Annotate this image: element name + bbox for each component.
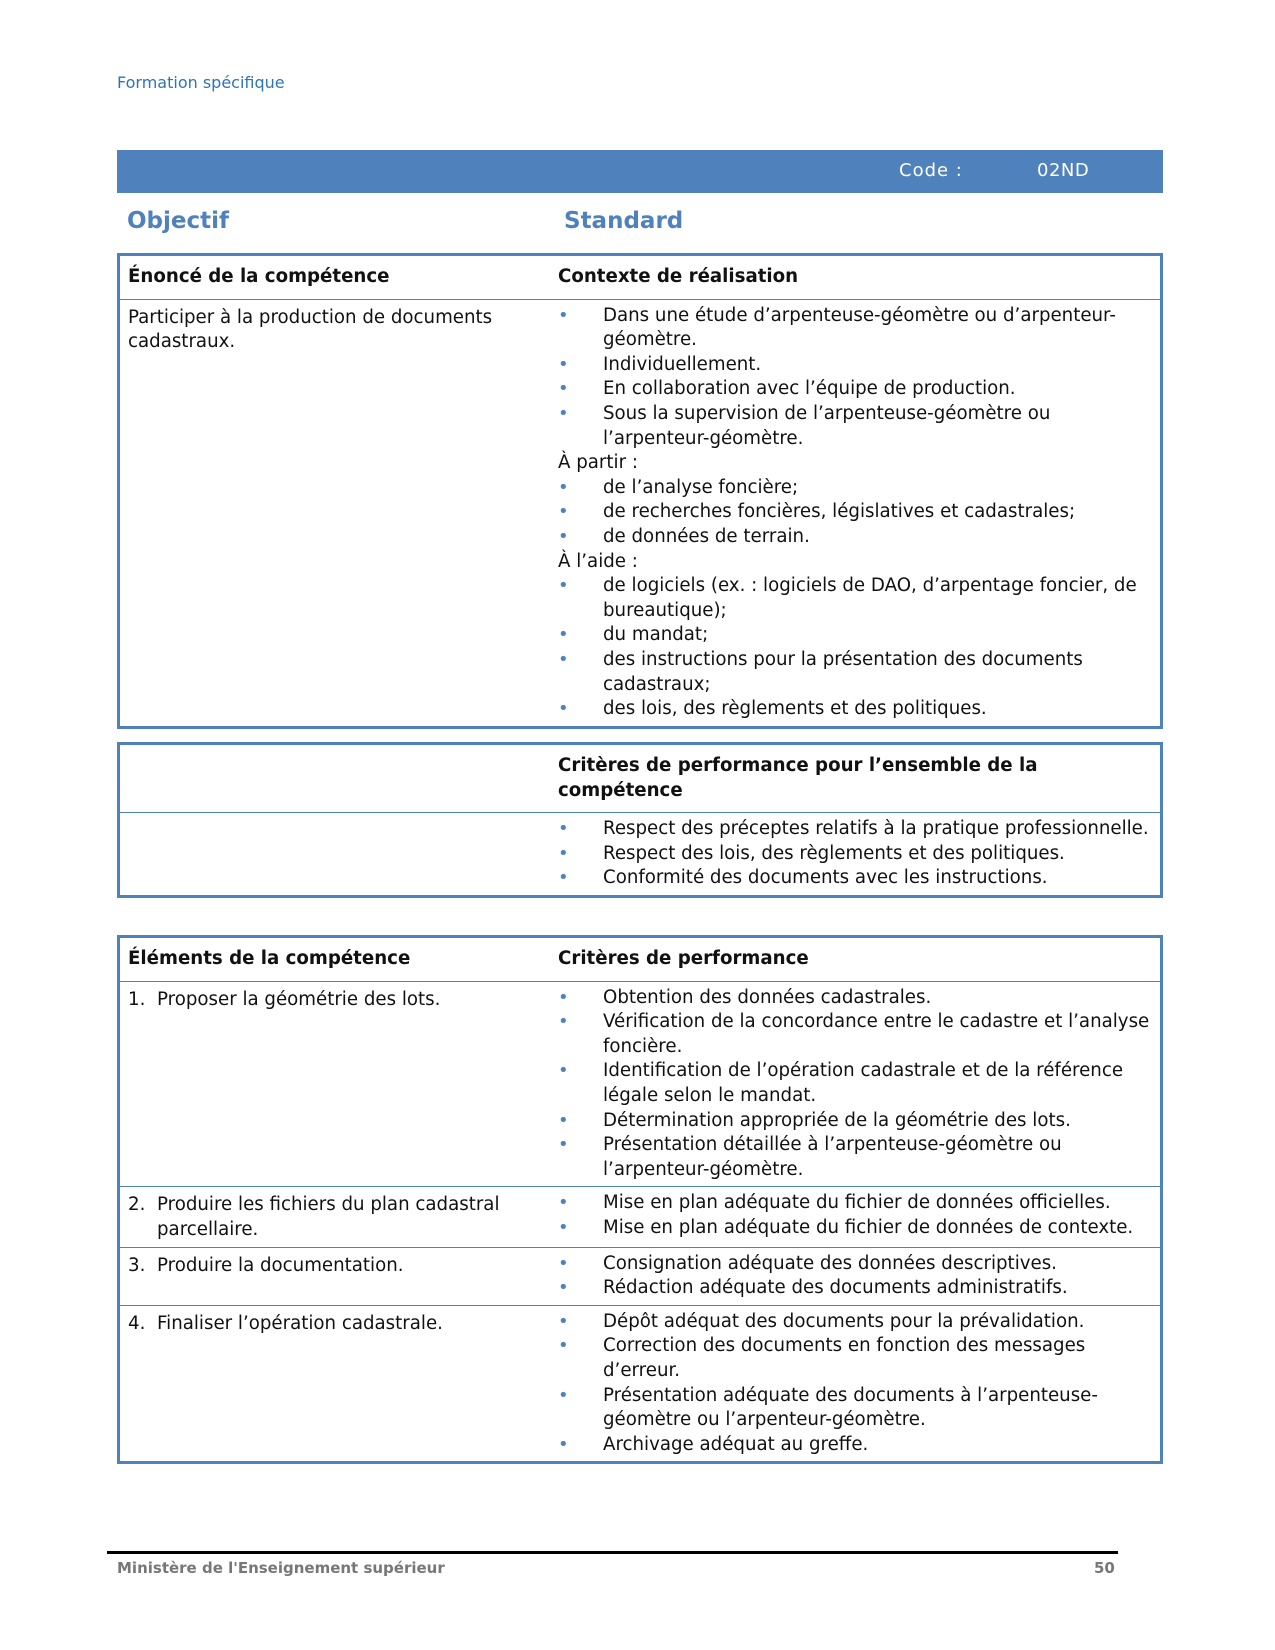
criteria-cell <box>549 1187 1160 1246</box>
contexte-list <box>558 304 1152 452</box>
list-item: • Détermination appropriée de la géométrie des lots. <box>558 1109 1152 1134</box>
competence-context-table <box>117 253 1163 729</box>
code-value: 02ND <box>1037 160 1090 181</box>
element-cell <box>120 982 549 1187</box>
criteria-cell <box>549 1306 1160 1462</box>
list-item: • Vérification de la concordance entre le cadastre et l’analyse foncière. <box>558 1010 1152 1059</box>
objectif-title: Objectif <box>127 208 230 234</box>
overall-criteria-header: Critères de performance pour l’ensemble de la compétence <box>558 755 1038 801</box>
running-header: Formation spécifique <box>117 73 285 92</box>
empty-header-cell <box>120 745 549 812</box>
criteria-list <box>558 1310 1152 1458</box>
a-partir-label: À partir : <box>558 452 638 474</box>
list-item: • Correction des documents en fonction des messages d’erreur. <box>558 1334 1152 1383</box>
footer-publisher: Ministère de l'Enseignement supérieur <box>117 1559 445 1577</box>
list-item: • Archivage adéquat au greffe. <box>558 1433 1152 1458</box>
contexte-header: Contexte de réalisation <box>558 266 799 287</box>
list-item: • Dans une étude d’arpenteuse-géomètre ou d’arpenteur-géomètre. <box>558 304 1152 353</box>
list-item: • Consignation adéquate des données descriptives. <box>558 1252 1152 1277</box>
page-number: 50 <box>1094 1559 1115 1577</box>
criteria-list <box>558 986 1152 1183</box>
list-item: • Respect des lois, des règlements et des politiques. <box>558 842 1152 867</box>
element-text: Produire les fichiers du plan cadastral parcellaire. <box>157 1194 500 1240</box>
criteria-list <box>558 1191 1152 1240</box>
list-item: • du mandat; <box>558 623 1152 648</box>
criteria-list <box>558 1252 1152 1301</box>
list-item: • de logiciels (ex. : logiciels de DAO, d’arpentage foncier, de bureautique); <box>558 574 1152 623</box>
table-header-row <box>120 745 1160 812</box>
element-text: Proposer la géométrie des lots. <box>157 988 441 1010</box>
element-number: 3. <box>128 1254 146 1276</box>
overall-criteria-content <box>549 813 1160 895</box>
element-number: 1. <box>128 988 146 1010</box>
list-item: • Individuellement. <box>558 353 1152 378</box>
list-item: • En collaboration avec l’équipe de production. <box>558 377 1152 402</box>
list-item: • Dépôt adéquat des documents pour la prévalidation. <box>558 1310 1152 1335</box>
elements-criteria-table <box>117 935 1163 1464</box>
standard-title: Standard <box>564 208 684 234</box>
list-item: • des lois, des règlements et des politiques. <box>558 697 1152 722</box>
table-row <box>120 1186 1160 1246</box>
element-cell <box>120 1187 549 1246</box>
overall-criteria-table <box>117 742 1163 898</box>
element-cell <box>120 1306 549 1462</box>
list-item: • de données de terrain. <box>558 525 1152 550</box>
enonce-text: Participer à la production de documents cadastraux. <box>128 306 493 353</box>
list-item: • Obtention des données cadastrales. <box>558 986 1152 1011</box>
footer-divider <box>107 1551 1118 1554</box>
list-item: • Présentation adéquate des documents à l’arpenteuse-géomètre ou l’arpenteur-géomètre. <box>558 1384 1152 1433</box>
list-item: • de recherches foncières, législatives et cadastrales; <box>558 500 1152 525</box>
table-row <box>120 299 1160 726</box>
list-item: • des instructions pour la présentation des documents cadastraux; <box>558 648 1152 697</box>
a-partir-list <box>558 476 1152 550</box>
criteria-header: Critères de performance <box>558 948 809 969</box>
element-text: Finaliser l’opération cadastrale. <box>157 1312 443 1334</box>
criteria-cell <box>549 1248 1160 1305</box>
list-item: • Présentation détaillée à l’arpenteuse-géomètre ou l’arpenteur-géomètre. <box>558 1133 1152 1182</box>
element-cell <box>120 1248 549 1305</box>
list-item: • de l’analyse foncière; <box>558 476 1152 501</box>
list-item: • Rédaction adéquate des documents administratifs. <box>558 1276 1152 1301</box>
element-number: 2. <box>128 1194 146 1216</box>
empty-cell <box>120 813 549 895</box>
list-item: • Identification de l’opération cadastrale et de la référence légale selon le mandat. <box>558 1059 1152 1108</box>
list-item: • Conformité des documents avec les instructions. <box>558 866 1152 891</box>
list-item: • Respect des préceptes relatifs à la pratique professionnelle. <box>558 817 1152 842</box>
table-row <box>120 981 1160 1187</box>
element-text: Produire la documentation. <box>157 1254 404 1276</box>
element-number: 4. <box>128 1312 146 1334</box>
code-bar <box>117 150 1163 193</box>
a-laide-list <box>558 574 1152 722</box>
list-item: • Mise en plan adéquate du fichier de données de contexte. <box>558 1216 1152 1241</box>
enonce-header: Énoncé de la compétence <box>128 266 390 287</box>
table-row <box>120 812 1160 895</box>
table-row <box>120 1305 1160 1462</box>
table-header-row <box>120 938 1160 981</box>
elements-header: Éléments de la compétence <box>128 948 411 969</box>
list-item: • Sous la supervision de l’arpenteuse-géomètre ou l’arpenteur-géomètre. <box>558 402 1152 451</box>
table-row <box>120 1247 1160 1305</box>
list-item: • Mise en plan adéquate du fichier de données officielles. <box>558 1191 1152 1216</box>
code-label: Code : <box>899 160 963 181</box>
a-laide-label: À l’aide : <box>558 550 638 572</box>
contexte-content <box>549 300 1160 726</box>
criteria-cell <box>549 982 1160 1187</box>
table-header-row <box>120 256 1160 299</box>
overall-criteria-list <box>558 817 1152 891</box>
